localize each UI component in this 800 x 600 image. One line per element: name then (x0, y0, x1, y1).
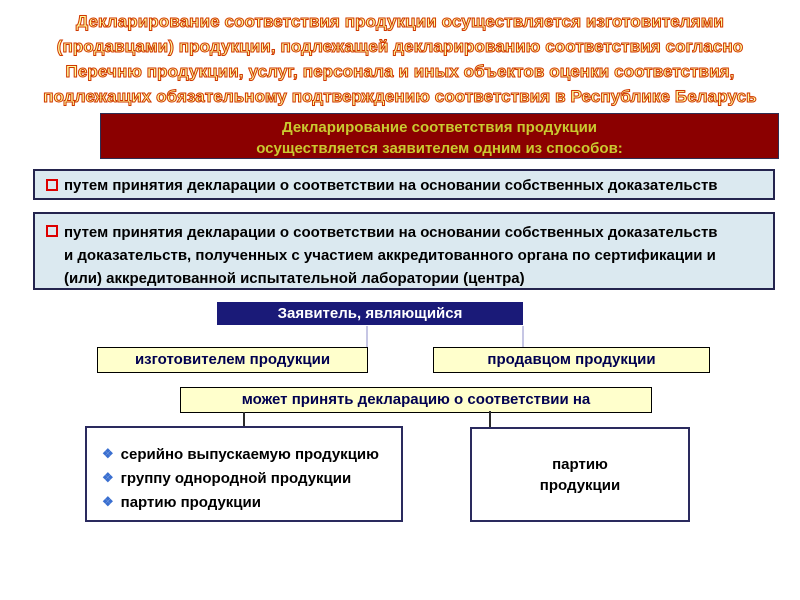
option-own-evidence-box (33, 169, 775, 200)
object-item-2: группу однородной продукции (120, 470, 352, 487)
red-square-bullet-icon (46, 225, 58, 237)
declaration-objects-box (85, 426, 403, 522)
list-item (102, 442, 401, 466)
diamond-bullet-icon: ❖ (102, 494, 114, 509)
option-text-line-3: (или) аккредитованной испытательной лаборатории (центра) (64, 270, 525, 287)
title-line-3: Перечню продукции, услуг, персонала и иных объектов оценки соответствия, (65, 62, 735, 81)
header-line-1: Декларирование соответствия продукции (281, 119, 598, 136)
option-accredited-body-box (33, 212, 775, 290)
declaration-methods-header (100, 113, 779, 159)
connector-line (243, 412, 245, 427)
option-text: путем принятия декларации о соответствии на основании собственных доказательств (64, 177, 718, 194)
title-line-2: (продавцами) продукции, подлежащей декларированию соответствия согласно (56, 37, 744, 56)
slide-title (0, 9, 800, 109)
option-text-line-2: и доказательств, полученных с участием аккредитованного органа по сертификации и (64, 247, 716, 264)
diamond-bullet-icon: ❖ (102, 470, 114, 485)
batch-box (470, 427, 690, 522)
connector-line (366, 326, 368, 347)
list-item (102, 466, 401, 490)
connector-line (489, 411, 491, 428)
title-line-1: Декларирование соответствия продукции осуществляется изготовителями (76, 12, 724, 31)
red-square-bullet-icon (46, 179, 58, 191)
manufacturer-box: изготовителем продукции (97, 347, 368, 373)
batch-box-line-1: партию (552, 455, 608, 473)
diamond-bullet-icon: ❖ (102, 446, 114, 461)
object-item-1: серийно выпускаемую продукцию (120, 446, 379, 463)
may-accept-box: может принять декларацию о соответствии на (180, 387, 652, 413)
batch-box-line-2: продукции (539, 476, 621, 494)
header-line-2: осуществляется заявителем одним из способов: (256, 140, 623, 157)
applicant-box: Заявитель, являющийся (217, 302, 523, 325)
option-text-line-1: путем принятия декларации о соответствии на основании собственных доказательств (64, 224, 718, 241)
object-item-3: партию продукции (120, 494, 261, 511)
title-line-4: подлежащих обязательному подтверждению соответствия в Республике Беларусь (43, 87, 757, 106)
connector-line (522, 326, 524, 347)
list-item (102, 490, 401, 514)
seller-box: продавцом продукции (433, 347, 710, 373)
